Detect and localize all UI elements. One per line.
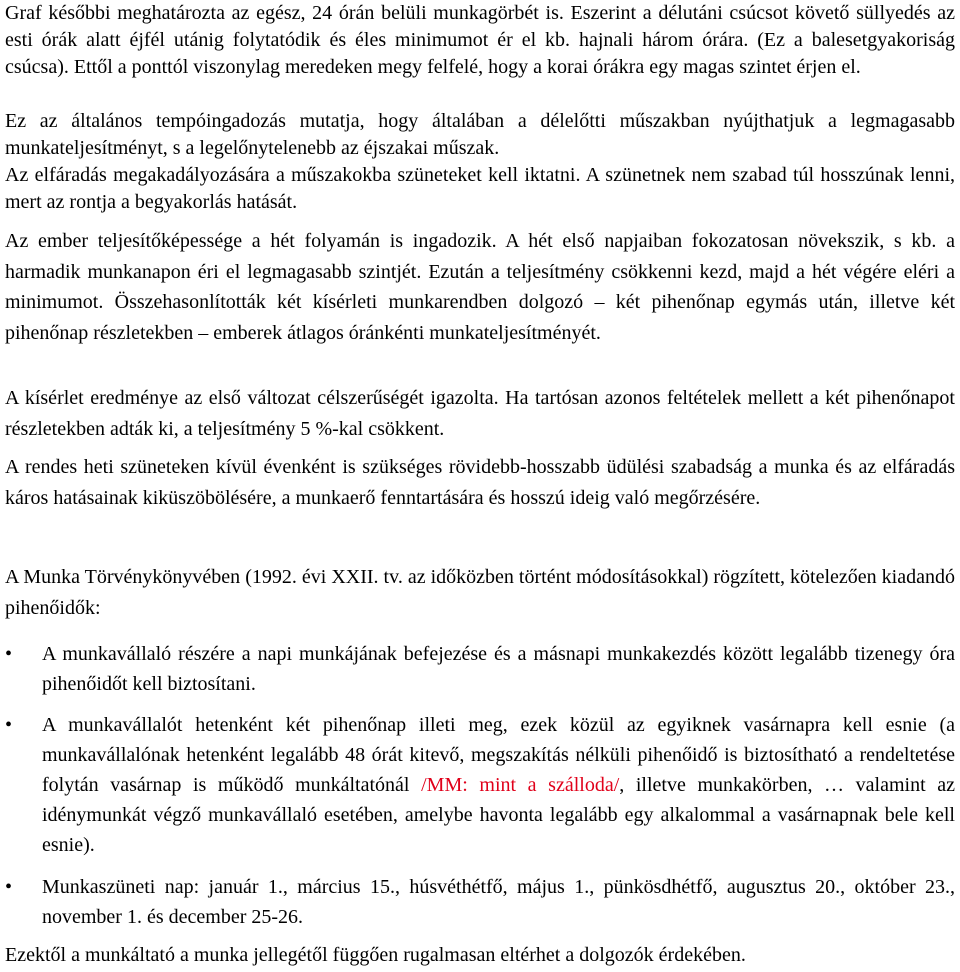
paragraph-work-curve: Graf későbbi meghatározta az egész, 24 órán belüli munkagörbét is. Eszerint a délutáni csúcsot követő süllyedés az esti órák alatt éjfél utánig folytatódik és éles minimumot ér el kb. hajnali három órára. (Ez a balesetgyakoriság csúcsa). Ettől a ponttól viszonylag meredeken megy felfelé, hogy a korai órákra egy magas szintet érjen el.	[5, 2, 955, 78]
list-item-daily-rest: A munkavállaló részére a napi munkájának befejezése és a másnapi munkakezdés között legalább tizenegy óra pihenőidőt kell biztosítani.	[42, 643, 955, 695]
list-item-public-holidays: Munkaszüneti nap: január 1., március 15., húsvéthétfő, május 1., pünkösdhétfő, augusztus 20., október 23., november 1. és december 25-26.	[42, 876, 955, 928]
paragraph-labour-code: A Munka Törvénykönyvében (1992. évi XXII. tv. az időközben történt módosításokkal) rögzített, kötelezően kiadandó pihenőidők:	[5, 566, 955, 619]
hotel-note: /MM: mint a szálloda/	[421, 774, 620, 796]
weekly-rest-text-continued: , illetve munkakörben, … valamint az idénymunkát végző munkavállaló esetében, amelybe havonta legalább egy alkalommal a vasárnapnak bele kell esnie).	[42, 774, 956, 856]
paragraph-fatigue-breaks: Az elfáradás megakadályozására a műszakokba szüneteket kell iktatni. A szünetnek nem szabad túl hosszúnak lenni, mert az rontja a begyakorlás hatását.	[5, 164, 955, 213]
list-item-weekly-rest	[42, 710, 955, 860]
paragraph-tempo-fluctuation: Ez az általános tempóingadozás mutatja, hogy általában a délelőtti műszakban nyújthatjuk a legmagasabb munkateljesítményt, s a legelőnytelenebb az éjszakai műszak.	[5, 110, 955, 159]
weekly-rest-text: A munkavállalót hetenként két pihenőnap illeti meg, ezek közül az egyiknek vasárnapra kell esnie (a munkavállalónak hetenként legalább 48 órát kitevő, megszakítás nélküli pihenőidő is biztosítható a rendeltetése folytán vasárnap is működő munkáltatónál	[42, 714, 955, 796]
bullet-icon: •	[5, 876, 13, 898]
paragraph-experiment-result: A kísérlet eredménye az első változat célszerűségét igazolta. Ha tartósan azonos feltételek mellett a két pihenőnapot részletekben adták ki, a teljesítmény 5 %-kal csökkent.	[5, 387, 955, 440]
paragraph-weekly-performance: Az ember teljesítőképessége a hét folyamán is ingadozik. A hét első napjaiban fokozatosan növekszik, s kb. a harmadik munkanapon éri el legmagasabb szintjét. Ezután a teljesítmény csökkenni kezd, majd a hét végére eléri a minimumot. Összehasonlították két kísérleti munkarendben dolgozó – két pihenőnap egymás után, illetve két pihenőnap részletekben – emberek átlagos óránkénti munkateljesítményét.	[5, 230, 955, 344]
bullet-icon: •	[5, 714, 13, 736]
paragraph-closing: Ezektől a munkáltató a munka jellegétől függően rugalmasan eltérhet a dolgozók érdekében.	[5, 944, 746, 966]
paragraph-annual-leave: A rendes heti szüneteken kívül évenként is szükséges rövidebb-hosszabb üdülési szabadság a munka és az elfáradás káros hatásainak kiküszöbölésére, a munkaerő fenntartására és hosszú ideig való megőrzésére.	[5, 456, 955, 509]
bullet-icon: •	[5, 643, 13, 665]
